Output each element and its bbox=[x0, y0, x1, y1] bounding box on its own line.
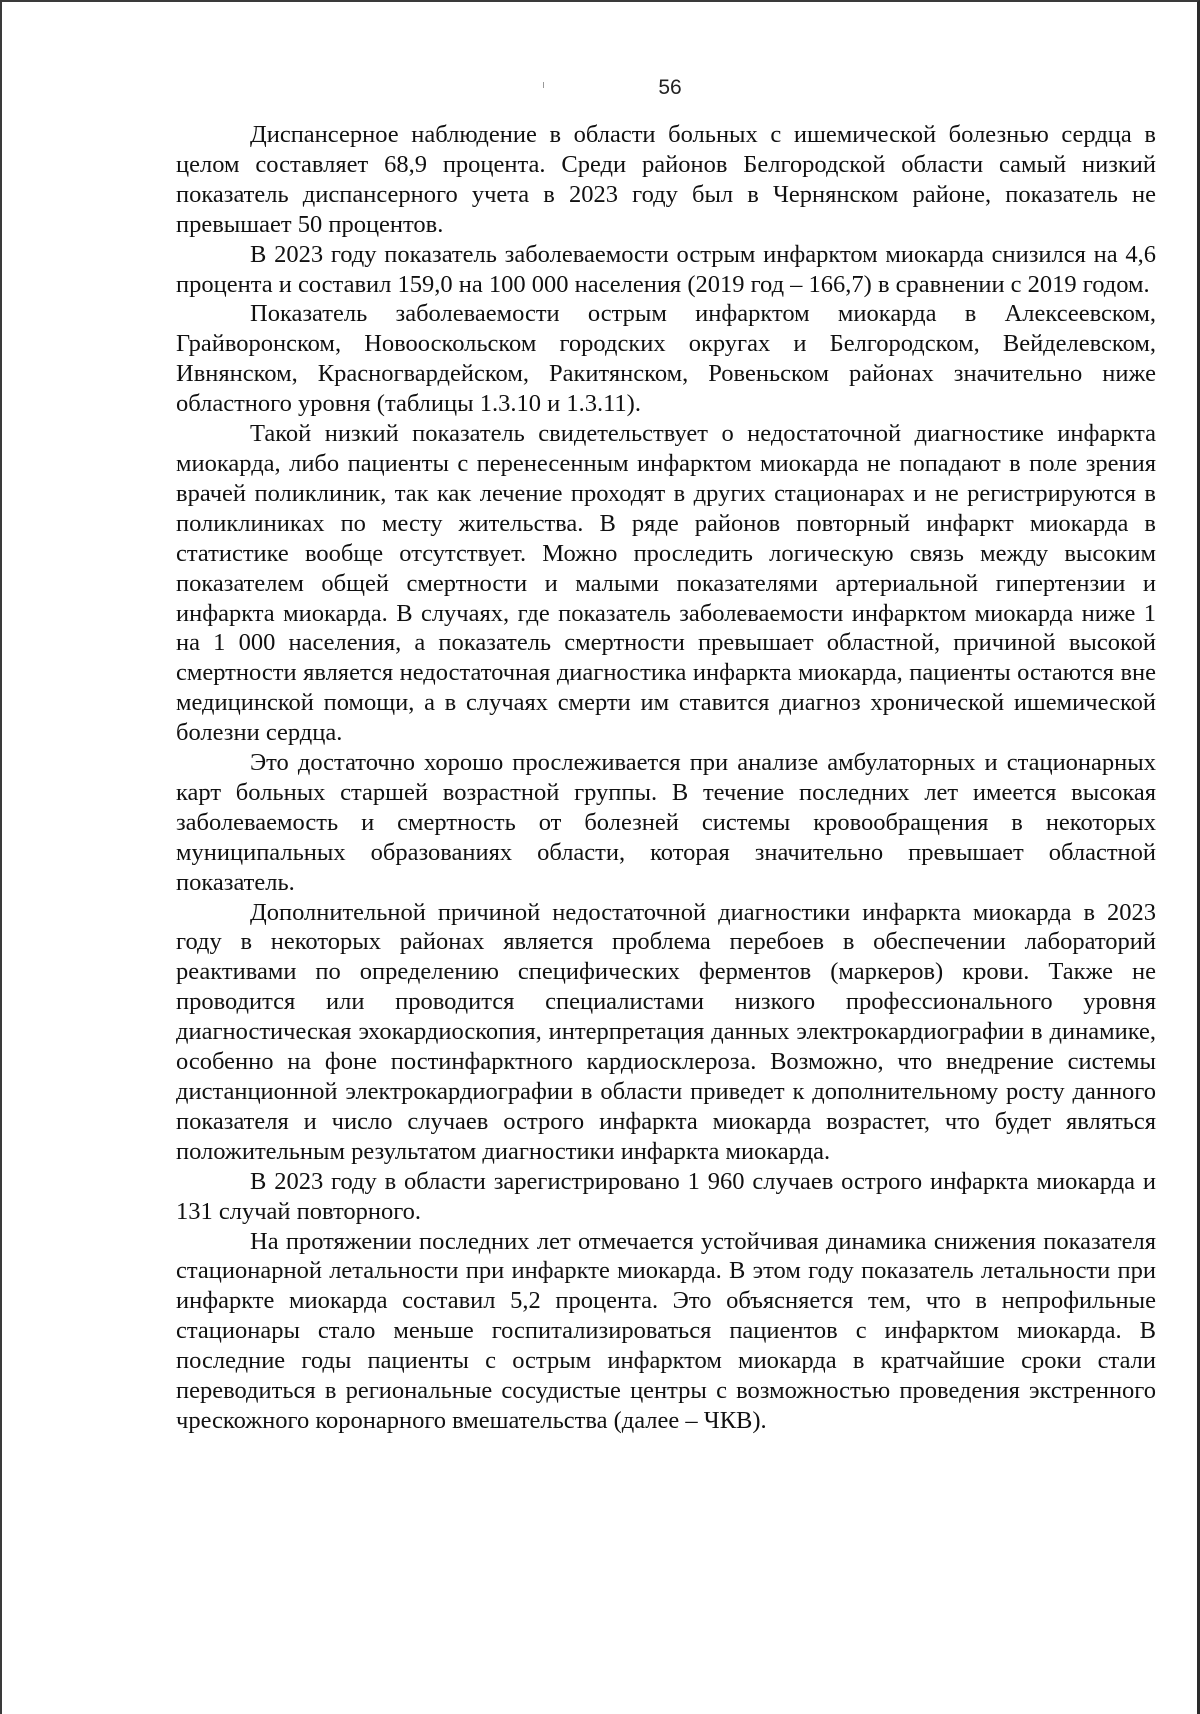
page-number: 56 bbox=[658, 76, 682, 99]
paragraph-insufficient-diagnostics: Такой низкий показатель свидетельствует о недостаточной диагностике инфаркта миокарда, либо пациенты с перенесенным инфарктом миокарда не попадают в поле зрения врачей поликлиник, так как лечение проходят в других стационарах и не регистрируются в поликлиниках по месту жительства. В ряде районов повторный инфаркт миокарда в статистике вообще отсутствует. Можно проследить логическую связь между высоким показателем общей смертности и малыми показателями артериальной гипертензии и инфаркта миокарда. В случаях, где показатель заболеваемости инфарктом миокарда ниже 1 на 1 000 населения, а показатель смертности превышает областной, причиной высокой смертности является недостаточная диагностика инфаркта миокарда, пациенты остаются вне медицинской помощи, а в случаях смерти им ставится диагноз хронической ишемической болезни сердца. bbox=[176, 420, 1156, 747]
document-body bbox=[176, 120, 1156, 1436]
paragraph-districts-below-regional: Показатель заболеваемости острым инфарктом миокарда в Алексеевском, Грайворонском, Новооскольском городских округах и Белгородском, Вейделевском, Ивнянском, Красногвардейском, Ракитянском, Ровеньском районах значительно ниже областного уровня (таблицы 1.3.10 и 1.3.11). bbox=[176, 300, 1156, 418]
paragraph-registered-cases: В 2023 году в области зарегистрировано 1 960 случаев острого инфаркта миокарда и 131 случай повторного. bbox=[176, 1167, 1156, 1225]
paragraph-additional-reasons: Дополнительной причиной недостаточной диагностики инфаркта миокарда в 2023 году в некоторых районах является проблема перебоев в обеспечении лабораторий реактивами по определению специфических ферментов (маркеров) крови. Также не проводится или проводится специалистами низкого профессионального уровня диагностическая эхокардиоскопия, интерпретация данных электрокардиографии в динамике, особенно на фоне постинфарктного кардиосклероза. Возможно, что внедрение системы дистанционной электрокардиографии в области приведет к дополнительному росту данного показателя и число случаев острого инфаркта миокарда возрастет, что будет являться положительным результатом диагностики инфаркта миокарда. bbox=[176, 898, 1156, 1165]
paragraph-dispensary-observation: Диспансерное наблюдение в области больных с ишемической болезнью сердца в целом составляет 68,9 процента. Среди районов Белгородской области самый низкий показатель диспансерного учета в 2023 году был в Чернянском районе, показатель не превышает 50 процентов. bbox=[176, 121, 1156, 238]
paragraph-hospital-lethality: На протяжении последних лет отмечается устойчивая динамика снижения показателя стационарной летальности при инфаркте миокарда. В этом году показатель летальности при инфаркте миокарда составил 5,2 процента. Это объясняется тем, что в непрофильные стационары стало меньше госпитализироваться пациентов с инфарктом миокарда. В последние годы пациенты с острым инфарктом миокарда в кратчайшие сроки стали переводиться в региональные сосудистые центры с возможностью проведения экстренного чрескожного коронарного вмешательства (далее – ЧКВ). bbox=[176, 1227, 1156, 1434]
paragraph-incidence-2023: В 2023 году показатель заболеваемости острым инфарктом миокарда снизился на 4,6 процента и составил 159,0 на 100 000 населения (2019 год – 166,7) в сравнении с 2019 годом. bbox=[176, 240, 1156, 298]
paragraph-outpatient-analysis: Это достаточно хорошо прослеживается при анализе амбулаторных и стационарных карт больных старшей возрастной группы. В течение последних лет имеется высокая заболеваемость и смертность от болезней системы кровообращения в некоторых муниципальных образованиях области, которая значительно превышает областной показатель. bbox=[176, 749, 1156, 896]
